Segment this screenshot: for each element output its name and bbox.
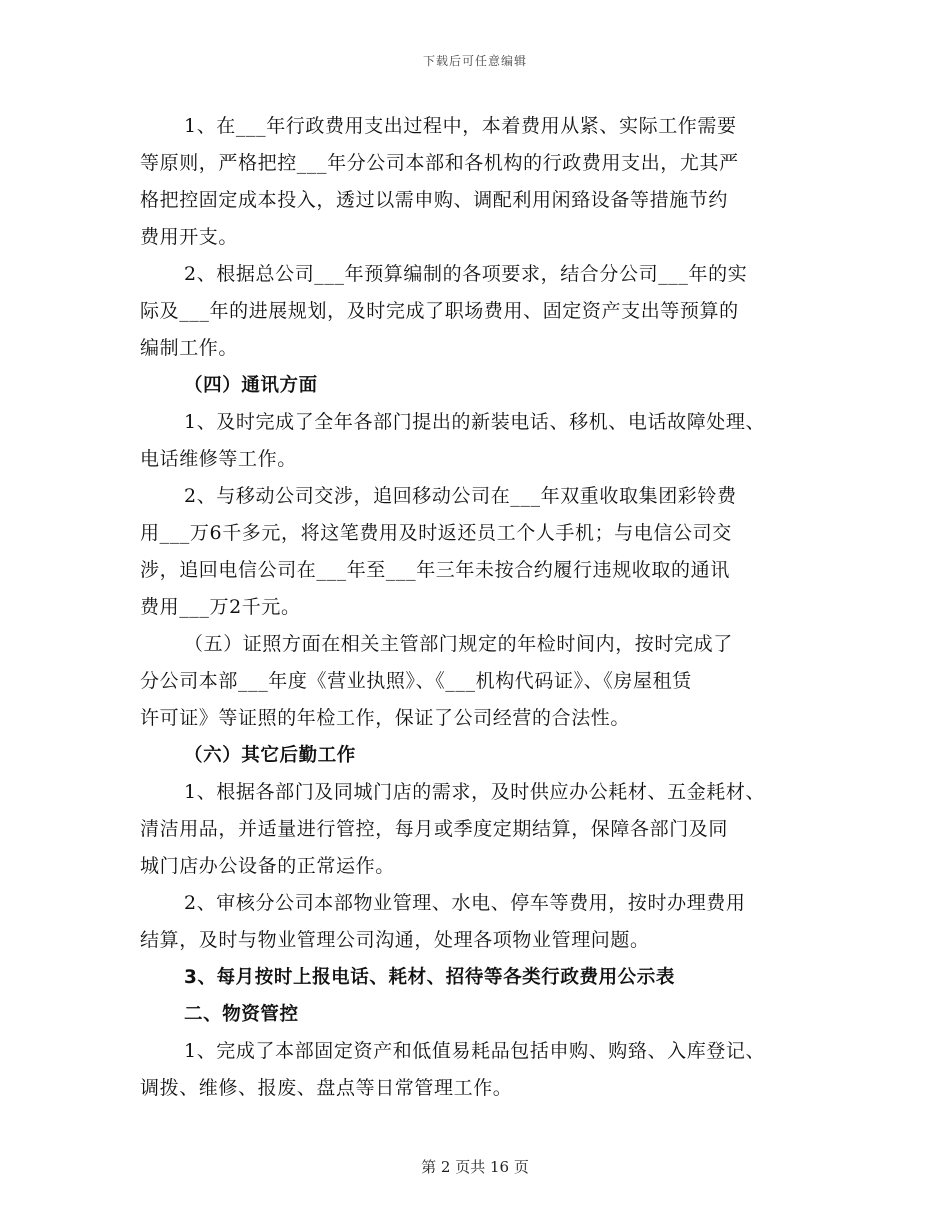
text-line: 分公司本部___年度《营业执照》、《___机构代码证》、《房屋租赁 — [140, 670, 692, 692]
text-line: 2、审核分公司本部物业管理、水电、停车等费用，按时办理费用 — [184, 892, 746, 914]
section-heading: 二、物资管控 — [184, 1004, 299, 1025]
section-heading: （四）通讯方面 — [184, 375, 318, 396]
text-line: 1、完成了本部固定资产和低值易耗品包括申购、购臵、入库登记、 — [184, 1040, 766, 1062]
text-line: 费用___万2千元。 — [140, 596, 301, 618]
text-line: 电话维修等工作。 — [140, 448, 297, 470]
text-line: 编制工作。 — [140, 337, 239, 359]
text-line: 等原则，严格把控___年分公司本部和各机构的行政费用支出，尤其严 — [140, 152, 739, 174]
text-line: 用___万6千多元，将这笔费用及时返还员工个人手机；与电信公司交 — [140, 522, 732, 544]
section-heading: 3、每月按时上报电话、耗材、招待等各类行政费用公示表 — [184, 967, 675, 988]
text-line: 2、与移动公司交涉，追回移动公司在___年双重收取集团彩铃费 — [184, 485, 737, 507]
text-line: 1、及时完成了全年各部门提出的新装电话、移机、电话故障处理、 — [184, 411, 766, 433]
text-line: 许可证》等证照的年检工作，保证了公司经营的合法性。 — [140, 707, 631, 729]
text-line: 2、根据总公司___年预算编制的各项要求，结合分公司___年的实 — [184, 263, 748, 285]
text-line: 1、根据各部门及同城门店的需求，及时供应办公耗材、五金耗材、 — [184, 781, 766, 803]
page-footer: 第 2 页共 16 页 — [421, 1158, 529, 1176]
text-line: 清洁用品，并适量进行管控，每月或季度定期结算，保障各部门及同 — [140, 818, 729, 840]
text-line: 际及___年的进展规划，及时完成了职场费用、固定资产支出等预算的 — [140, 300, 739, 322]
text-line: 调拨、维修、报废、盘点等日常管理工作。 — [140, 1077, 513, 1099]
text-line: 格把控固定成本投入，透过以需申购、调配利用闲臵设备等措施节约 — [140, 189, 729, 211]
document-body — [140, 108, 840, 1107]
text-line: 城门店办公设备的正常运作。 — [140, 855, 395, 877]
text-line: （五）证照方面在相关主管部门规定的年检时间内，按时完成了 — [184, 633, 733, 655]
text-line: 结算，及时与物业管理公司沟通，处理各项物业管理问题。 — [140, 929, 650, 951]
text-line: 费用开支。 — [140, 226, 239, 248]
text-line: 涉，追回电信公司在___年至___年三年未按合约履行违规收取的通讯 — [140, 559, 730, 581]
page-header: 下载后可任意编辑 — [422, 54, 527, 68]
section-heading: （六）其它后勤工作 — [184, 745, 356, 766]
text-line: 1、在___年行政费用支出过程中，本着费用从紧、实际工作需要 — [184, 115, 737, 137]
